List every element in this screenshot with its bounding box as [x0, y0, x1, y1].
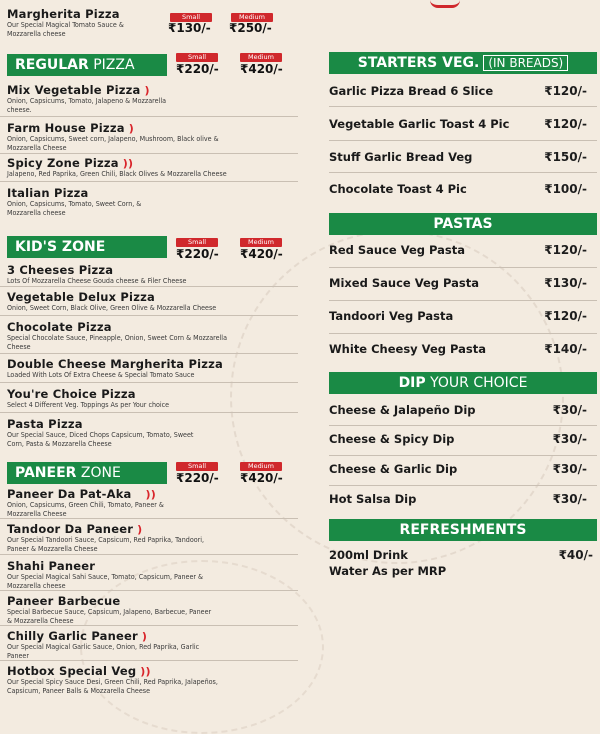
menu-item: [329, 182, 597, 196]
section-title-bold: PANEER: [15, 465, 77, 481]
section-header-regular: [7, 54, 167, 76]
section-header-starters: [329, 52, 597, 74]
item-price: ₹130/-: [544, 276, 587, 290]
chili-icon: ): [144, 84, 150, 97]
item-price: ₹120/-: [544, 84, 587, 98]
small-badge: Small: [176, 238, 218, 247]
menu-item: [7, 559, 292, 590]
item-name: Stuff Garlic Bread Veg: [329, 150, 473, 164]
chili-icon: ): [137, 523, 143, 536]
item-desc: Our Special Magical Sahi Sauce, Tomato, Capsicum, Paneer & Mozzarella cheese: [7, 572, 204, 590]
section-header-refreshments: REFRESHMENTS: [329, 519, 597, 541]
divider: [0, 590, 298, 591]
menu-item: [7, 387, 292, 410]
item-price: ₹40/-: [558, 548, 593, 562]
section-subtitle: (IN BREADS): [483, 55, 568, 71]
item-name: Vegetable Garlic Toast 4 Pic: [329, 117, 510, 131]
menu-item: [329, 117, 597, 131]
item-name: Shahi Paneer: [7, 559, 96, 573]
item-name: Cheese & Jalapeño Dip: [329, 403, 476, 417]
item-desc: Our Special Magical Tomato Sauce & Mozzarella cheese: [7, 20, 124, 38]
section-header-kids: KID'S ZONE: [7, 236, 167, 258]
item-name: Double Cheese Margherita Pizza: [7, 357, 223, 371]
item-desc: Our Special Tandoori Sauce, Capsicum, Red Paprika, Tandoori, Paneer & Mozzarella Cheese: [7, 535, 205, 553]
divider: [329, 455, 597, 456]
item-name: Margherita Pizza: [7, 7, 120, 21]
item-name: Chocolate Toast 4 Pic: [329, 182, 467, 196]
medium-price: ₹420/-: [240, 247, 283, 261]
small-badge: Small: [176, 462, 218, 471]
item-name: Mix Vegetable Pizza: [7, 83, 141, 97]
section-header-paneer: [7, 462, 167, 484]
divider: [0, 116, 298, 117]
item-price: ₹140/-: [544, 342, 587, 356]
item-price: ₹100/-: [544, 182, 587, 196]
chili-icon: ): [128, 122, 134, 135]
menu-item: [329, 309, 597, 323]
divider: [329, 333, 597, 334]
menu-item: [7, 522, 292, 553]
menu-item: [329, 276, 597, 290]
decorative-red-arc: [430, 0, 460, 8]
section-title-light: ZONE: [76, 465, 121, 481]
item-price: ₹120/-: [544, 309, 587, 323]
item-name-secondary: Water As per MRP: [329, 564, 447, 578]
item-name: Tandoor Da Paneer: [7, 522, 134, 536]
item-price: ₹120/-: [544, 243, 587, 257]
medium-price: ₹420/-: [240, 471, 283, 485]
item-name: Chocolate Pizza: [7, 320, 112, 334]
medium-price: ₹420/-: [240, 62, 283, 76]
chili-icon: )): [140, 665, 151, 678]
item-name: Tandoori Veg Pasta: [329, 309, 454, 323]
divider: [0, 353, 298, 354]
menu-item: [7, 263, 292, 286]
section-title-bold: REGULAR: [15, 57, 89, 73]
divider: [0, 554, 298, 555]
menu-item: [7, 186, 292, 217]
item-name: Pasta Pizza: [7, 417, 83, 431]
item-desc: Onion, Capsicums, Tomato, Jalapeno & Mozzarella cheese.: [7, 96, 166, 114]
menu-item: [7, 290, 292, 313]
item-desc: Onion, Capsicums, Sweet corn, Jalapeno, Mushroom, Black olive & Mozzarella Cheese: [7, 134, 219, 152]
divider: [329, 267, 597, 268]
item-name: Cheese & Garlic Dip: [329, 462, 458, 476]
item-desc: Onion, Capsicums, Green Chili, Tomato, Paneer & Mozzarella Cheese: [7, 500, 164, 518]
menu-item: [329, 150, 597, 164]
chili-icon: ): [141, 630, 148, 643]
divider: [0, 181, 298, 182]
menu-item: [329, 84, 597, 98]
chili-icon: )): [122, 157, 134, 170]
item-desc: Onion, Sweet Corn, Black Olive, Green Olive & Mozzarella Cheese: [7, 303, 217, 312]
medium-badge: Medium: [240, 53, 282, 62]
divider: [0, 518, 298, 519]
menu-item: [7, 357, 292, 380]
small-price: ₹220/-: [176, 471, 219, 485]
small-price: ₹220/-: [176, 62, 219, 76]
item-desc: Jalapeno, Red Paprika, Green Chili, Black Olives & Mozzarella Cheese: [7, 169, 227, 178]
divider: [329, 425, 597, 426]
item-name: Chilly Garlic Paneer: [7, 629, 138, 643]
item-name: Vegetable Delux Pizza: [7, 290, 155, 304]
item-name: Paneer Da Pat-Aka: [7, 487, 132, 501]
item-name: Cheese & Spicy Dip: [329, 432, 455, 446]
divider: [0, 412, 298, 413]
item-name: White Cheesy Veg Pasta: [329, 342, 486, 356]
divider: [0, 286, 298, 287]
small-price: ₹130/-: [168, 21, 211, 35]
item-name: 3 Cheeses Pizza: [7, 263, 114, 277]
item-desc: Special Barbecue Sauce, Capsicum, Jalapeno, Barbecue, Paneer & Mozzarella Cheese: [7, 607, 212, 625]
item-name: Hot Salsa Dip: [329, 492, 417, 506]
section-title: STARTERS VEG.: [357, 55, 480, 71]
menu-item: [7, 417, 292, 448]
menu-item: [329, 462, 597, 476]
item-name: Paneer Barbecue: [7, 594, 121, 608]
divider: [329, 106, 597, 107]
item-name: Mixed Sauce Veg Pasta: [329, 276, 479, 290]
menu-item: [7, 664, 292, 695]
menu-item: [329, 492, 597, 506]
item-name: 200ml Drink: [329, 548, 408, 562]
item-desc: Our Special Magical Garlic Sauce, Onion, Red Paprika, Garlic Paneer: [7, 642, 200, 660]
menu-item: [7, 156, 292, 179]
item-name: Hotbox Special Veg: [7, 664, 137, 678]
divider: [0, 660, 298, 661]
item-name: Italian Pizza: [7, 186, 89, 200]
menu-item: [7, 83, 292, 114]
item-desc: Special Chocolate Sauce, Pineapple, Onion, Sweet Corn & Mozzarella Cheese: [7, 333, 227, 351]
item-price: ₹30/-: [552, 432, 587, 446]
section-header-pastas: PASTAS: [329, 213, 597, 235]
menu-item: [329, 243, 597, 257]
small-badge: Small: [176, 53, 218, 62]
divider: [329, 485, 597, 486]
divider: [329, 300, 597, 301]
divider: [329, 140, 597, 141]
menu-item: [7, 320, 292, 351]
divider: [0, 315, 298, 316]
item-desc: Our Special Spicy Sauce Desi, Green Chili, Red Paprika, Jalapeños, Capsicum, Paneer Balls & Mozzarella Cheese: [7, 677, 218, 695]
item-name: Red Sauce Veg Pasta: [329, 243, 466, 257]
menu-item: [7, 121, 292, 152]
medium-badge: Medium: [240, 238, 282, 247]
item-price: ₹150/-: [544, 150, 587, 164]
item-price: ₹30/-: [552, 403, 587, 417]
item-name: Garlic Pizza Bread 6 Slice: [329, 84, 494, 98]
menu-item: [7, 594, 292, 625]
menu-item: [329, 403, 597, 417]
medium-badge: Medium: [231, 13, 273, 22]
section-title-light: YOUR CHOICE: [425, 375, 528, 391]
section-header-dip: [329, 372, 597, 394]
item-name: Farm House Pizza: [7, 121, 125, 135]
item-name: You're Choice Pizza: [7, 387, 136, 401]
item-price: ₹120/-: [544, 117, 587, 131]
section-title-bold: DIP: [398, 375, 426, 391]
item-desc: Select 4 Different Veg. Toppings As per Your choice: [7, 400, 170, 409]
item-desc: Loaded With Lots Of Extra Cheese & Special Tomato Sauce: [7, 370, 195, 379]
item-name: Spicy Zone Pizza: [7, 156, 119, 170]
section-title-light: PIZZA: [88, 57, 135, 73]
menu-item-refreshments: [329, 548, 597, 578]
divider: [0, 153, 298, 154]
item-price: ₹30/-: [552, 462, 587, 476]
small-badge: Small: [170, 13, 212, 22]
menu-item: [7, 629, 292, 660]
item-desc: Onion, Capsicums, Tomato, Sweet Corn, & Mozzarella cheese: [7, 199, 142, 217]
small-price: ₹220/-: [176, 247, 219, 261]
menu-item: [329, 342, 597, 356]
item-price: ₹30/-: [552, 492, 587, 506]
item-desc: Lots Of Mozzarella Cheese Gouda cheese & Filer Cheese: [7, 276, 187, 285]
item-desc: Our Special Sauce, Diced Chops Capsicum, Tomato, Sweet Corn, Pasta & Mozzarella Cheese: [7, 430, 194, 448]
medium-badge: Medium: [240, 462, 282, 471]
medium-price: ₹250/-: [229, 21, 272, 35]
menu-item: [7, 487, 292, 518]
divider: [329, 172, 597, 173]
chili-icon: )): [145, 488, 156, 501]
divider: [0, 382, 298, 383]
divider: [0, 625, 298, 626]
menu-item: [329, 432, 597, 446]
